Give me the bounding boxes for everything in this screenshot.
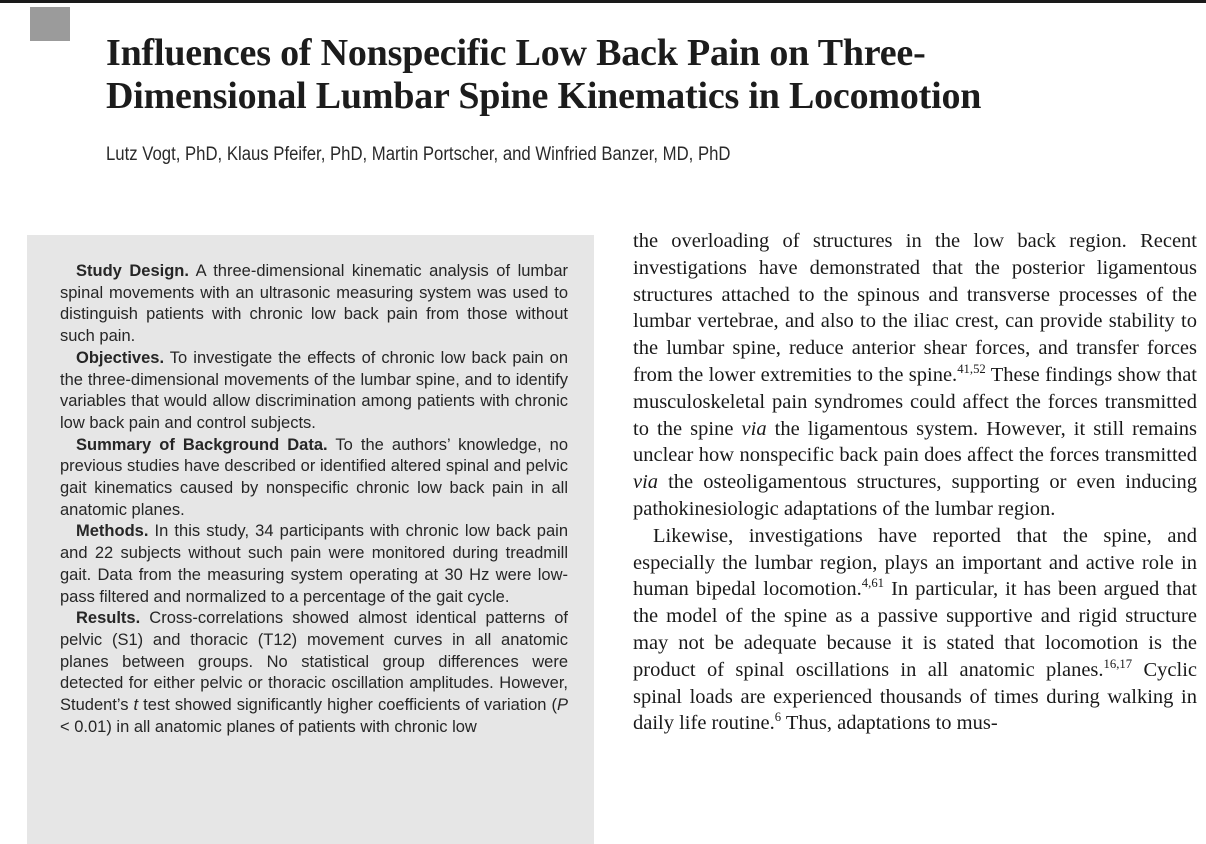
section-marker-square: [30, 7, 70, 41]
abstract-section-results: [60, 608, 568, 738]
body-text-column: [633, 228, 1197, 844]
abstract-label-background: Summary of Background Data.: [76, 435, 328, 454]
abstract-text-results: Cross-correlations showed almost identical patterns of pelvic (S1) and thoracic (T12) movement curves in all anatomic planes between groups. No statistical group differences were detected for either pelvic or thoracic oscillation amplitudes. However, Student’s t test showed significantly higher coefficients of variation (P < 0.01) in all anatomic planes of patients with chronic low: [60, 609, 568, 736]
abstract-section-study-design: [60, 261, 568, 348]
abstract-label-results: Results.: [76, 609, 141, 628]
abstract-label-objectives: Objectives.: [76, 348, 165, 367]
abstract-section-objectives: [60, 348, 568, 435]
authors-line: Lutz Vogt, PhD, Klaus Pfeifer, PhD, Martin Portscher, and Winfried Banzer, MD, PhD: [106, 144, 731, 165]
page-title: [106, 32, 1146, 118]
top-rule: [0, 0, 1206, 3]
abstract-box: [27, 235, 594, 844]
abstract-section-methods: [60, 521, 568, 608]
abstract-text-methods: In this study, 34 participants with chronic low back pain and 22 subjects without such pain were monitored during treadmill gait. Data from the measuring system operating at 30 Hz were low-pass filtered and normalized to a percentage of the gait cycle.: [60, 522, 568, 606]
page-title-line2: Dimensional Lumbar Spine Kinematics in Locomotion: [106, 75, 982, 118]
body-paragraph-2: Likewise, investigations have reported that the spine, and especially the lumbar region, plays an important and active role in human bipedal locomotion.$^{4,61}$ In particular, it has been argued that the model of the spine as a passive supportive and rigid structure may not be adequate because it is stated that locomotion is the product of spinal oscillations in all anatomic planes.$^{16,17}$ Cyclic spinal loads are experienced thousands of times during walking in daily life routine.$^6$ Thus, adaptations to mus-: [633, 524, 1198, 735]
page-title-line1: Influences of Nonspecific Low Back Pain on Three-: [106, 32, 926, 75]
abstract-section-background: [60, 435, 568, 522]
abstract-text-study-design: A three-dimensional kinematic analysis of lumbar spinal movements with an ultrasonic measuring system was used to distinguish patients with chronic low back pain from those without such pain.: [60, 262, 569, 346]
abstract-text-background: To the authors’ knowledge, no previous studies have described or identified altered spinal and pelvic gait kinematics caused by nonspecific chronic low back pain in all anatomic planes.: [60, 435, 568, 519]
abstract-label-methods: Methods.: [76, 522, 149, 541]
abstract-text-objectives: To investigate the effects of chronic low back pain on the three-dimensional movements of the lumbar spine, and to identify variables that would allow discrimination among patients with chronic low back pain and control subjects.: [60, 348, 568, 432]
abstract-label-study-design: Study Design.: [76, 262, 189, 280]
body-paragraph-1: the overloading of structures in the low back region. Recent investigations have demonstrated that the posterior ligamentous structures attached to the spinous and transverse processes of the lumbar vertebrae, and also to the iliac crest, can provide stability to the lumbar spine, reduce anterior shear forces, and transfer forces from the lower extremities to the spine.$^{41,52}$ These findings show that musculoskeletal pain syndromes could affect the forces transmitted to the spine via the ligamentous system. However, it still remains unclear how nonspecific back pain does affect the forces transmitted via the osteoligamentous structures, supporting or even inducing pathokinesiologic adaptations of the lumbar region.: [633, 230, 1198, 520]
